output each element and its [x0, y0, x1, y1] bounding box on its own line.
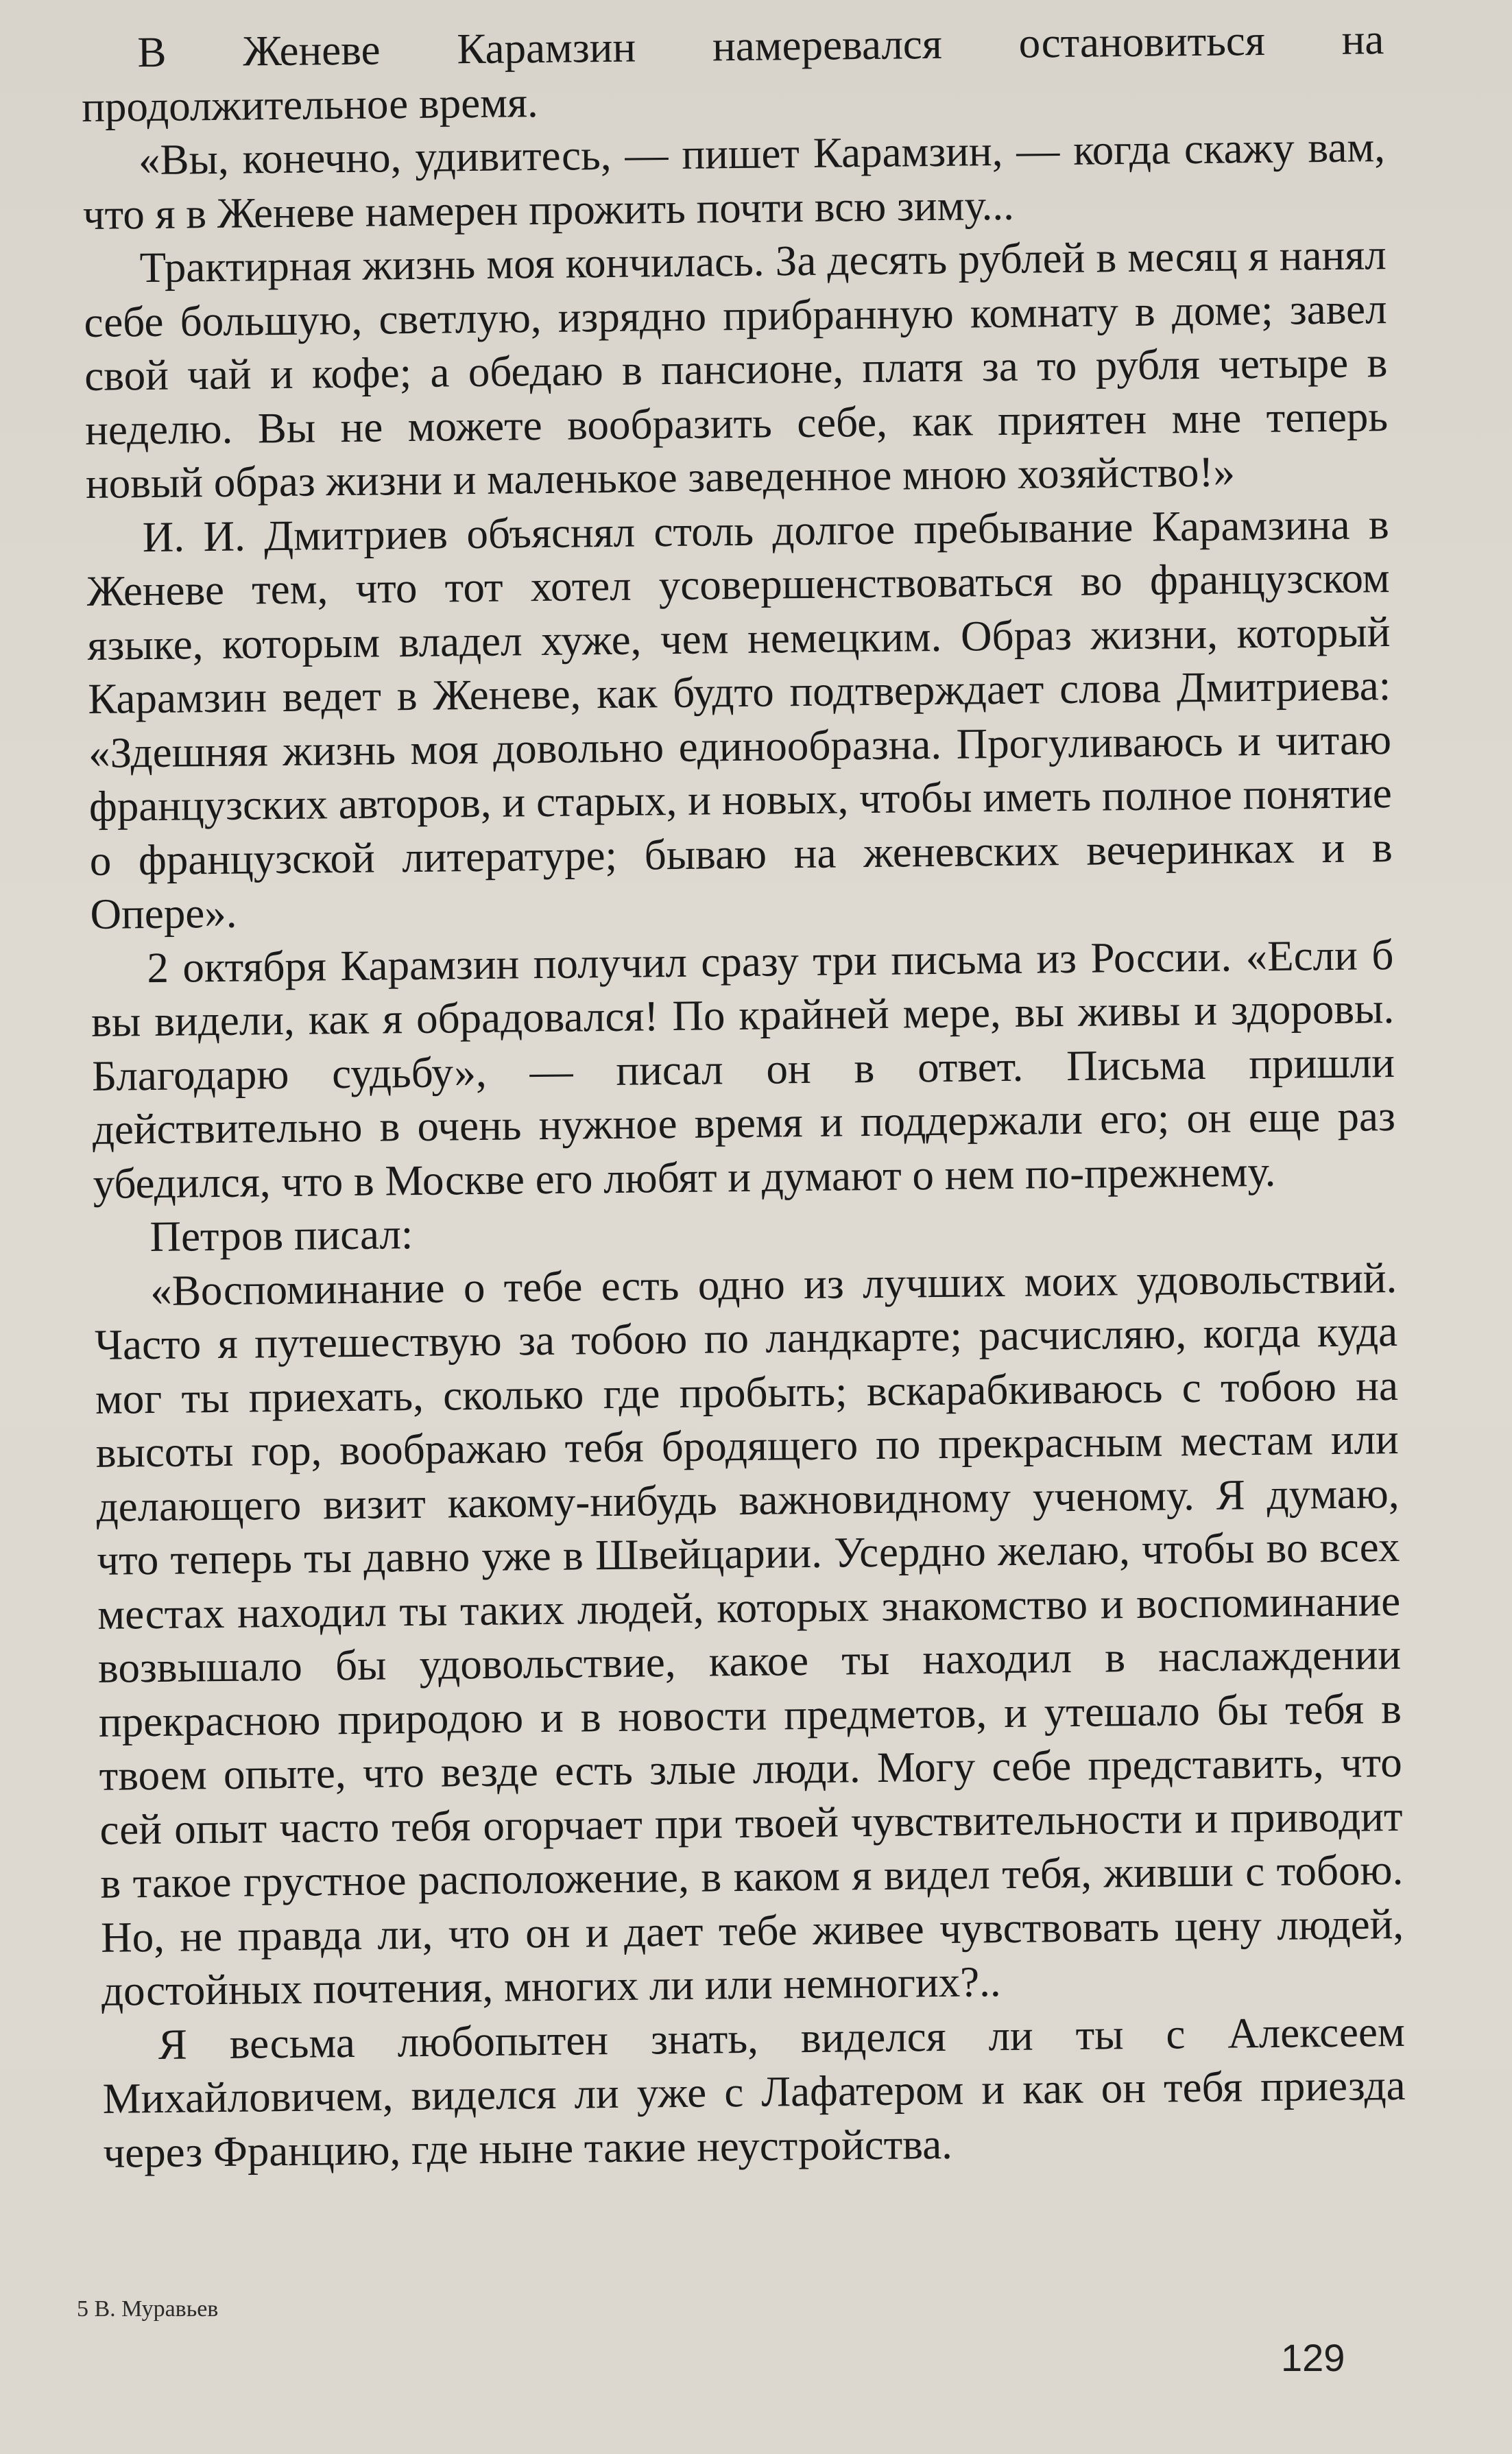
printer-signature: 5 В. Муравьев	[77, 2296, 219, 2322]
paragraph: Я весьма любопытен знать, виделся ли ты с Алексеем Михайловичем, виделся ли уже с Лафатером и как он тебя приезда через Францию, где ныне такие неустройства.	[102, 2007, 1406, 2177]
paragraph: Трактирная жизнь моя кончилась. За десять рублей в месяц я нанял себе большую, светлую, изрядно прибранную комнату в доме; завел свой чай и кофе; а обедаю в пансионе, платя за то рубля четыре в неделю. Вы не можете вообразить себе, как приятен мне теперь новый образ жизни и маленькое заведенное мною хозяйство!»	[84, 230, 1389, 508]
paragraph: В Женеве Карамзин намеревался остановиться на продолжительное время.	[81, 15, 1384, 131]
paragraph: «Вы, конечно, удивитесь, — пишет Карамзин, — когда скажу вам, что я в Женеве намерен прожить почти всю зиму...	[82, 123, 1386, 239]
body-text	[81, 12, 1406, 2180]
paragraph: Петров писал:	[149, 1210, 413, 1261]
page-number: 129	[1281, 2336, 1345, 2379]
paragraph: И. И. Дмитриев объяснял столь долгое пребывание Карамзина в Женеве тем, что тот хотел усовершенствоваться во французском языке, которым владел хуже, чем немецким. Образ жизни, который Карамзин ведет в Женеве, как будто подтверждает слова Дмитриева: «Здешняя жизнь моя довольно единообразна. Прогуливаюсь и читаю французских авторов, и старых, и новых, чтобы иметь полное понятие о французской литературе; бываю на женевских вечеринках и в Опере».	[86, 499, 1393, 938]
paragraph: «Воспоминание о тебе есть одно из лучших моих удовольствий. Часто я путешествую за тобою по ландкарте; расчисляю, когда куда мог ты приехать, сколько где пробыть; вскарабкиваюсь с тобою на высоты гор, воображаю тебя бродящего по прекрасным местам или делающего визит какому-нибудь важновидному ученому. Я думаю, что теперь ты давно уже в Швейцарии. Усердно желаю, чтобы во всех местах находил ты таких людей, которых знакомство и воспоминание возвышало бы удовольствие, какое ты находил в наслаждении прекрасною природою и в новости предметов, и утешало бы тебя в твоем опыте, что везде есть злые люди. Могу себе представить, что сей опыт часто тебя огорчает при твоей чувствительности и приводит в такое грустное расположение, в каком я видел тебя, живши с тобою. Но, не правда ли, что он и дает тебе живее чувствовать цену людей, достойных почтения, многих ли или немногих?..	[94, 1253, 1404, 2015]
paragraph: 2 октября Карамзин получил сразу три письма из России. «Если б вы видели, как я обрадовался! По крайней мере, вы живы и здоровы. Благодарю судьбу», — писал он в ответ. Письма пришли действительно в очень нужное время и поддержали его; он еще раз убедился, что в Москве его любят и думают о нем по-прежнему.	[91, 930, 1396, 1208]
